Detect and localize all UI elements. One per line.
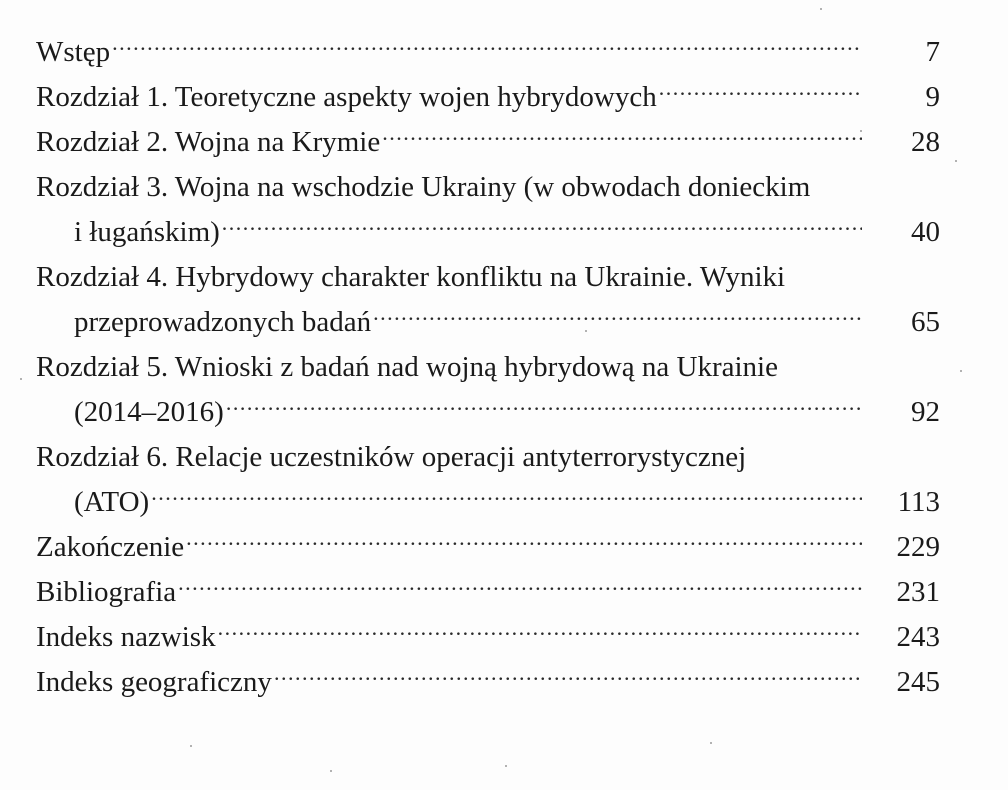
- toc-entry-indeks-nazwisk[interactable]: [36, 615, 940, 660]
- dot-leader: [659, 77, 862, 106]
- toc-entry-title-line-1: Rozdział 6. Relacje uczestników operacji antyterrorystycznej: [36, 441, 747, 473]
- toc-entry-title-line-2: przeprowadzonych badań: [74, 306, 372, 338]
- dot-leader: [226, 392, 862, 421]
- scan-speck: [955, 160, 957, 162]
- toc-entry-title: Bibliografia: [36, 576, 177, 608]
- toc-entry-title-line-1: Rozdział 5. Wnioski z badań nad wojną hybrydową na Ukrainie: [36, 351, 778, 383]
- toc-entry-page: 243: [896, 621, 940, 653]
- toc-entry-bibliografia[interactable]: [36, 570, 940, 615]
- toc-entry-page: 40: [911, 216, 940, 248]
- dot-leader: [382, 122, 862, 151]
- toc-entry-page: 9: [925, 81, 940, 113]
- toc-entry-rozdzial-4[interactable]: [36, 255, 940, 345]
- dot-leader: [178, 572, 862, 601]
- scan-speck: [190, 745, 192, 747]
- toc-entry-zakonczenie[interactable]: [36, 525, 940, 570]
- toc-entry-rozdzial-3[interactable]: [36, 165, 940, 255]
- toc-entry-page: 231: [896, 576, 940, 608]
- dot-leader: [274, 662, 862, 691]
- toc-entry-rozdzial-6[interactable]: [36, 435, 940, 525]
- toc-entry-title: Zakończenie: [36, 531, 185, 563]
- scan-speck: [505, 765, 507, 767]
- scan-speck: [960, 370, 962, 372]
- dot-leader: [222, 212, 862, 241]
- dot-leader: [218, 617, 862, 646]
- toc-entry-rozdzial-2[interactable]: [36, 120, 940, 165]
- scan-speck: [820, 8, 822, 10]
- toc-entry-title: Rozdział 1. Teoretyczne aspekty wojen hybrydowych: [36, 81, 657, 113]
- toc-entry-title-line-1: Rozdział 4. Hybrydowy charakter konfliktu na Ukrainie. Wyniki: [36, 261, 786, 293]
- toc-entry-page: 229: [896, 531, 940, 563]
- dot-leader: [186, 527, 862, 556]
- dot-leader: [112, 32, 862, 61]
- toc-entry-page: 92: [911, 396, 940, 428]
- scan-speck: [710, 742, 712, 744]
- toc-entry-indeks-geograficzny[interactable]: [36, 660, 940, 705]
- dot-leader: [373, 302, 862, 331]
- toc-entry-title-line-2: (ATO): [74, 486, 150, 518]
- toc-entry-page: 7: [925, 36, 940, 68]
- toc-entry-wstep[interactable]: [36, 30, 940, 75]
- scan-speck: [20, 378, 22, 380]
- toc-entry-rozdzial-1[interactable]: [36, 75, 940, 120]
- toc-entry-page: 28: [911, 126, 940, 158]
- toc-entry-title-line-2: (2014–2016): [74, 396, 224, 428]
- toc-entry-title: Indeks geograficzny: [36, 666, 272, 698]
- toc-entry-title-line-1: Rozdział 3. Wojna na wschodzie Ukrainy (w obwodach donieckim: [36, 171, 811, 203]
- dot-leader: [151, 482, 862, 511]
- toc-entry-title: Indeks nazwisk: [36, 621, 216, 653]
- scan-speck: [330, 770, 332, 772]
- toc-entry-rozdzial-5[interactable]: [36, 345, 940, 435]
- toc-entry-page: 65: [911, 306, 940, 338]
- toc-entry-page: 113: [897, 486, 940, 518]
- toc-entry-title-line-2: i ługańskim): [74, 216, 220, 248]
- toc-entry-page: 245: [896, 666, 940, 698]
- toc-entry-title: Rozdział 2. Wojna na Krymie: [36, 126, 381, 158]
- table-of-contents: [36, 30, 940, 705]
- toc-entry-title: Wstęp: [36, 36, 111, 68]
